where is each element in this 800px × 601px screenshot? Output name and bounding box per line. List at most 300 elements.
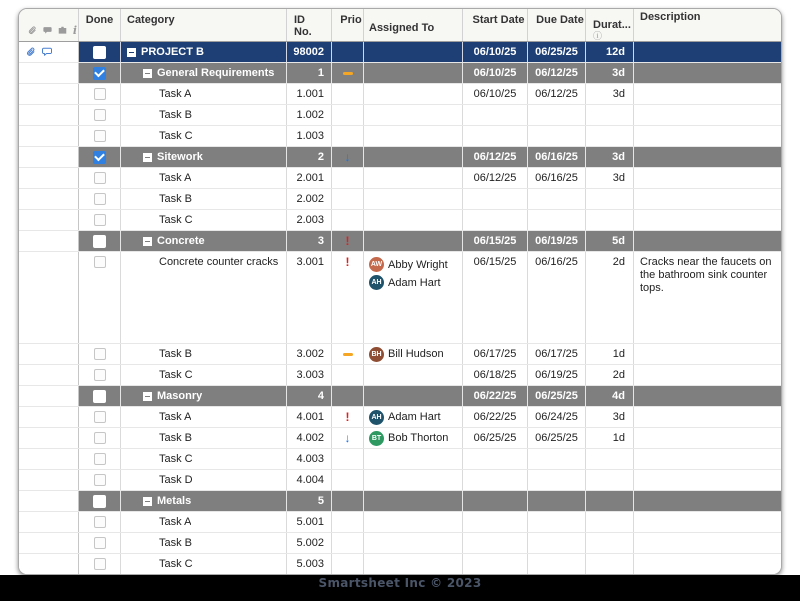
cell-priority[interactable] [332,428,364,448]
cell-assigned-to[interactable] [364,189,463,209]
collapse-toggle-icon[interactable] [143,237,152,246]
cell-done[interactable] [79,470,121,490]
cell-duration[interactable] [586,470,634,490]
table-row [19,168,781,189]
cell-description[interactable] [634,554,781,574]
cell-done[interactable] [79,344,121,364]
cell-description[interactable] [634,231,781,251]
cell-start-date[interactable] [463,554,528,574]
cell-id[interactable]: 1.001 [287,84,332,104]
cell-assigned-to[interactable] [364,168,463,188]
cell-category[interactable] [121,512,287,532]
cell-start-date[interactable]: 06/12/25 [463,147,528,167]
row-actions-cell[interactable] [19,42,79,62]
cell-category[interactable] [121,63,287,83]
cell-id[interactable]: 3.003 [287,365,332,385]
cell-due-date[interactable]: 06/16/25 [528,252,586,343]
category-label: Concrete counter cracks [159,256,279,268]
cell-id[interactable]: 4.004 [287,470,332,490]
cell-start-date[interactable] [463,449,528,469]
info-circle-icon: ⓘ [593,31,603,41]
done-checkbox[interactable] [94,214,106,226]
cell-assigned-to[interactable] [364,126,463,146]
cell-done[interactable] [79,63,121,83]
cell-done[interactable] [79,533,121,553]
column-header-done[interactable] [79,9,121,41]
cell-done[interactable] [79,252,121,343]
cell-due-date[interactable]: 06/16/25 [528,168,586,188]
cell-id[interactable]: 1 [287,63,332,83]
cell-id[interactable]: 4 [287,386,332,406]
cell-description[interactable] [634,147,781,167]
column-header-label: Done [85,14,114,26]
cell-done[interactable] [79,428,121,448]
table-row [19,252,781,344]
cell-priority[interactable] [332,63,364,83]
category-label: PROJECT B [141,46,204,58]
cell-start-date[interactable]: 06/17/25 [463,344,528,364]
cell-due-date[interactable]: 06/16/25 [528,147,586,167]
done-checkbox[interactable] [94,130,106,142]
cell-description[interactable] [634,42,781,62]
cell-category[interactable] [121,386,287,406]
done-checkbox[interactable] [94,453,106,465]
cell-assigned-to[interactable] [364,491,463,511]
cell-start-date[interactable] [463,210,528,230]
cell-id[interactable]: 3.002 [287,344,332,364]
column-header-label: ID No. [294,14,312,38]
done-checkbox[interactable] [94,109,106,121]
done-checkbox[interactable] [94,516,106,528]
done-checkbox[interactable] [93,235,106,248]
avatar: AH [369,275,384,290]
cell-due-date[interactable] [528,126,586,146]
cell-due-date[interactable] [528,491,586,511]
cell-due-date[interactable]: 06/12/25 [528,84,586,104]
cell-priority[interactable] [332,189,364,209]
avatar: AW [369,257,384,272]
cell-id[interactable]: 2 [287,147,332,167]
cell-category[interactable] [121,554,287,574]
done-checkbox[interactable] [94,256,106,268]
cell-duration[interactable]: 1d [586,428,634,448]
row-actions-cell[interactable] [19,252,79,343]
row-actions-cell[interactable] [19,189,79,209]
cell-done[interactable] [79,84,121,104]
cell-description[interactable] [634,365,781,385]
collapse-toggle-icon[interactable] [143,69,152,78]
cell-duration[interactable]: 3d [586,147,634,167]
cell-category[interactable] [121,407,287,427]
cell-done[interactable] [79,386,121,406]
cell-assigned-to[interactable] [364,147,463,167]
cell-duration[interactable]: 3d [586,63,634,83]
row-actions-cell[interactable] [19,231,79,251]
cell-due-date[interactable]: 06/12/25 [528,63,586,83]
cell-category[interactable] [121,449,287,469]
cell-category[interactable] [121,42,287,62]
done-checkbox-checked[interactable] [93,151,106,164]
cell-id[interactable]: 1.003 [287,126,332,146]
column-header-category[interactable] [121,9,287,41]
category-label: Task B [159,193,193,205]
cell-done[interactable] [79,231,121,251]
row-actions-cell[interactable] [19,63,79,83]
category-label: General Requirements [157,67,275,79]
grid-header [19,9,781,42]
cell-priority[interactable] [332,470,364,490]
sheet-window [18,8,782,575]
done-checkbox[interactable] [93,46,106,59]
cell-id[interactable]: 2.002 [287,189,332,209]
column-header-duration[interactable] [586,9,634,41]
cell-assigned-to[interactable] [364,63,463,83]
cell-priority[interactable] [332,231,364,251]
collapse-toggle-icon[interactable] [143,497,152,506]
cell-priority[interactable] [332,491,364,511]
cell-done[interactable] [79,168,121,188]
arrow-down-icon: ↓ [344,431,351,445]
cell-priority[interactable] [332,210,364,230]
cell-done[interactable] [79,407,121,427]
done-checkbox[interactable] [94,369,106,381]
cell-duration[interactable]: 4d [586,386,634,406]
cell-description[interactable] [634,491,781,511]
done-checkbox[interactable] [94,88,106,100]
briefcase-icon[interactable] [57,25,68,36]
cell-assigned-to[interactable] [364,512,463,532]
done-checkbox[interactable] [94,172,106,184]
cell-duration[interactable]: 1d [586,344,634,364]
cell-due-date[interactable]: 06/19/25 [528,231,586,251]
cell-description[interactable] [634,210,781,230]
cell-start-date[interactable] [463,105,528,125]
assignee-name: Bill Hudson [388,348,444,360]
cell-assigned-to[interactable] [364,386,463,406]
cell-description[interactable] [634,63,781,83]
cell-category[interactable] [121,365,287,385]
cell-start-date[interactable]: 06/18/25 [463,365,528,385]
cell-done[interactable] [79,126,121,146]
category-label: Task B [159,348,193,360]
cell-assigned-to[interactable] [364,470,463,490]
cell-description[interactable] [634,533,781,553]
cell-priority[interactable] [332,407,364,427]
row-actions-cell[interactable] [19,428,79,448]
cell-done[interactable] [79,147,121,167]
category-label: Task A [159,411,192,423]
cell-start-date[interactable] [463,189,528,209]
cell-duration[interactable] [586,189,634,209]
cell-due-date[interactable] [528,449,586,469]
table-row [19,189,781,210]
cell-category[interactable] [121,428,287,448]
cell-duration[interactable] [586,554,634,574]
cell-done[interactable] [79,491,121,511]
column-header-label: Start Date [472,14,525,26]
cell-due-date[interactable]: 06/24/25 [528,407,586,427]
row-actions-cell[interactable] [19,365,79,385]
footer-text: Smartsheet Inc © 2023 [318,576,482,590]
row-actions-cell[interactable] [19,407,79,427]
cell-start-date[interactable]: 06/10/25 [463,42,528,62]
cell-id[interactable]: 5.003 [287,554,332,574]
exclamation-icon: ! [345,410,350,424]
table-row [19,105,781,126]
cell-priority[interactable] [332,449,364,469]
cell-description[interactable] [634,386,781,406]
row-actions-cell[interactable] [19,470,79,490]
cell-start-date[interactable]: 06/25/25 [463,428,528,448]
row-actions-cell[interactable] [19,449,79,469]
cell-start-date[interactable]: 06/12/25 [463,168,528,188]
cell-category[interactable] [121,105,287,125]
cell-duration[interactable]: 3d [586,168,634,188]
done-checkbox[interactable] [94,558,106,570]
row-actions-cell[interactable] [19,533,79,553]
column-header-description[interactable] [634,9,781,41]
cell-done[interactable] [79,105,121,125]
cell-assigned-to[interactable] [364,231,463,251]
row-actions-cell[interactable] [19,554,79,574]
done-checkbox[interactable] [93,495,106,508]
table-row [19,428,781,449]
cell-category[interactable] [121,252,287,343]
cell-assigned-to[interactable] [364,449,463,469]
collapse-toggle-icon[interactable] [127,48,136,57]
cell-due-date[interactable] [528,210,586,230]
cell-category[interactable] [121,210,287,230]
cell-priority[interactable] [332,252,364,343]
cell-category[interactable] [121,84,287,104]
cell-start-date[interactable]: 06/22/25 [463,407,528,427]
cell-assigned-to[interactable] [364,554,463,574]
cell-duration[interactable]: 5d [586,231,634,251]
cell-assigned-to[interactable] [364,84,463,104]
cell-id[interactable]: 4.001 [287,407,332,427]
row-actions-cell[interactable] [19,344,79,364]
cell-due-date[interactable]: 06/25/25 [528,386,586,406]
cell-priority[interactable] [332,365,364,385]
row-actions-cell[interactable] [19,512,79,532]
cell-assigned-to[interactable] [364,252,463,343]
cell-start-date[interactable] [463,533,528,553]
cell-description[interactable] [634,407,781,427]
cell-due-date[interactable] [528,554,586,574]
cell-start-date[interactable] [463,491,528,511]
cell-done[interactable] [79,554,121,574]
cell-description[interactable] [634,252,781,343]
cell-done[interactable] [79,210,121,230]
cell-category[interactable] [121,126,287,146]
cell-duration[interactable] [586,449,634,469]
cell-assigned-to[interactable] [364,210,463,230]
cell-priority[interactable] [332,84,364,104]
cell-description[interactable] [634,189,781,209]
cell-category[interactable] [121,147,287,167]
assignee [369,275,441,290]
row-actions-cell[interactable] [19,84,79,104]
cell-duration[interactable] [586,126,634,146]
cell-duration[interactable]: 3d [586,84,634,104]
cell-assigned-to[interactable] [364,42,463,62]
cell-start-date[interactable] [463,470,528,490]
table-row [19,210,781,231]
cell-assigned-to[interactable] [364,344,463,364]
row-actions-cell[interactable] [19,168,79,188]
done-checkbox[interactable] [94,537,106,549]
cell-id[interactable]: 98002 [287,42,332,62]
row-actions-cell[interactable] [19,386,79,406]
done-checkbox[interactable] [94,474,106,486]
cell-due-date[interactable]: 06/25/25 [528,428,586,448]
assignee [369,347,444,362]
cell-category[interactable] [121,470,287,490]
cell-id[interactable]: 2.003 [287,210,332,230]
done-checkbox[interactable] [93,390,106,403]
sheet-grid [19,42,781,575]
cell-duration[interactable]: 2d [586,365,634,385]
column-header-label: Assigned To [369,21,435,34]
cell-priority[interactable] [332,512,364,532]
row-actions-cell[interactable] [19,126,79,146]
cell-category[interactable] [121,168,287,188]
cell-due-date[interactable] [528,533,586,553]
cell-description[interactable] [634,126,781,146]
column-header-due[interactable] [528,9,586,41]
cell-id[interactable]: 4.003 [287,449,332,469]
cell-done[interactable] [79,189,121,209]
cell-duration[interactable] [586,491,634,511]
cell-assigned-to[interactable] [364,428,463,448]
cell-category[interactable] [121,344,287,364]
done-checkbox[interactable] [94,432,106,444]
assignee-name: Abby Wright [388,258,448,271]
cell-priority[interactable] [332,126,364,146]
cell-assigned-to[interactable] [364,105,463,125]
cell-description[interactable] [634,105,781,125]
cell-priority[interactable] [332,42,364,62]
cell-description[interactable] [634,449,781,469]
cell-done[interactable] [79,512,121,532]
cell-priority[interactable] [332,533,364,553]
cell-done[interactable] [79,42,121,62]
cell-priority[interactable] [332,386,364,406]
cell-category[interactable] [121,533,287,553]
assignee-name: Adam Hart [388,411,441,423]
done-checkbox[interactable] [94,348,106,360]
row-actions-cell[interactable] [19,105,79,125]
cell-start-date[interactable]: 06/10/25 [463,84,528,104]
cell-duration[interactable] [586,512,634,532]
assignee-name: Adam Hart [388,276,441,289]
cell-duration[interactable]: 3d [586,407,634,427]
cell-priority[interactable] [332,168,364,188]
cell-due-date[interactable] [528,470,586,490]
done-checkbox[interactable] [94,411,106,423]
cell-assigned-to[interactable] [364,365,463,385]
column-header-prio[interactable] [332,9,364,41]
cell-duration[interactable] [586,105,634,125]
cell-assigned-to[interactable] [364,533,463,553]
comment-icon[interactable] [42,25,53,36]
cell-start-date[interactable]: 06/15/25 [463,231,528,251]
cell-id[interactable]: 5.002 [287,533,332,553]
cell-start-date[interactable]: 06/10/25 [463,63,528,83]
cell-id[interactable]: 5 [287,491,332,511]
cell-id[interactable]: 3.001 [287,252,332,343]
cell-id[interactable]: 5.001 [287,512,332,532]
cell-duration[interactable] [586,533,634,553]
row-actions-cell[interactable] [19,491,79,511]
cell-id[interactable]: 4.002 [287,428,332,448]
cell-description[interactable] [634,470,781,490]
category-label: Task A [159,88,192,100]
cell-start-date[interactable] [463,512,528,532]
done-checkbox[interactable] [94,193,106,205]
cell-id[interactable]: 3 [287,231,332,251]
info-icon[interactable]: i [72,24,78,37]
column-header-start[interactable] [463,9,528,41]
collapse-toggle-icon[interactable] [143,392,152,401]
cell-category[interactable] [121,231,287,251]
cell-priority[interactable] [332,147,364,167]
cell-due-date[interactable]: 06/25/25 [528,42,586,62]
cell-due-date[interactable]: 06/19/25 [528,365,586,385]
column-header-id[interactable] [287,9,332,41]
cell-done[interactable] [79,449,121,469]
paperclip-icon[interactable] [27,25,38,36]
category-label: Task C [159,369,193,381]
cell-duration[interactable]: 12d [586,42,634,62]
cell-category[interactable] [121,189,287,209]
assignee-name: Bob Thorton [388,432,449,444]
cell-priority[interactable] [332,105,364,125]
cell-due-date[interactable] [528,189,586,209]
cell-priority[interactable] [332,344,364,364]
avatar: BT [369,431,384,446]
cell-priority[interactable] [332,554,364,574]
cell-due-date[interactable] [528,105,586,125]
cell-description[interactable] [634,512,781,532]
cell-id[interactable]: 2.001 [287,168,332,188]
cell-start-date[interactable]: 06/15/25 [463,252,528,343]
cell-start-date[interactable] [463,126,528,146]
cell-assigned-to[interactable] [364,407,463,427]
category-label: Task B [159,432,193,444]
category-label: Metals [157,495,192,507]
collapse-toggle-icon[interactable] [143,153,152,162]
done-checkbox-checked[interactable] [93,67,106,80]
cell-description[interactable] [634,428,781,448]
cell-description[interactable] [634,168,781,188]
cell-start-date[interactable]: 06/22/25 [463,386,528,406]
row-actions-cell[interactable] [19,210,79,230]
cell-duration[interactable]: 2d [586,252,634,343]
cell-done[interactable] [79,365,121,385]
cell-due-date[interactable] [528,512,586,532]
cell-due-date[interactable]: 06/17/25 [528,344,586,364]
cell-id[interactable]: 1.002 [287,105,332,125]
dash-icon [343,353,353,356]
cell-description[interactable] [634,84,781,104]
cell-duration[interactable] [586,210,634,230]
cell-description[interactable] [634,344,781,364]
row-actions-cell[interactable] [19,147,79,167]
cell-category[interactable] [121,491,287,511]
table-row [19,365,781,386]
column-header-assigned[interactable] [364,9,463,41]
